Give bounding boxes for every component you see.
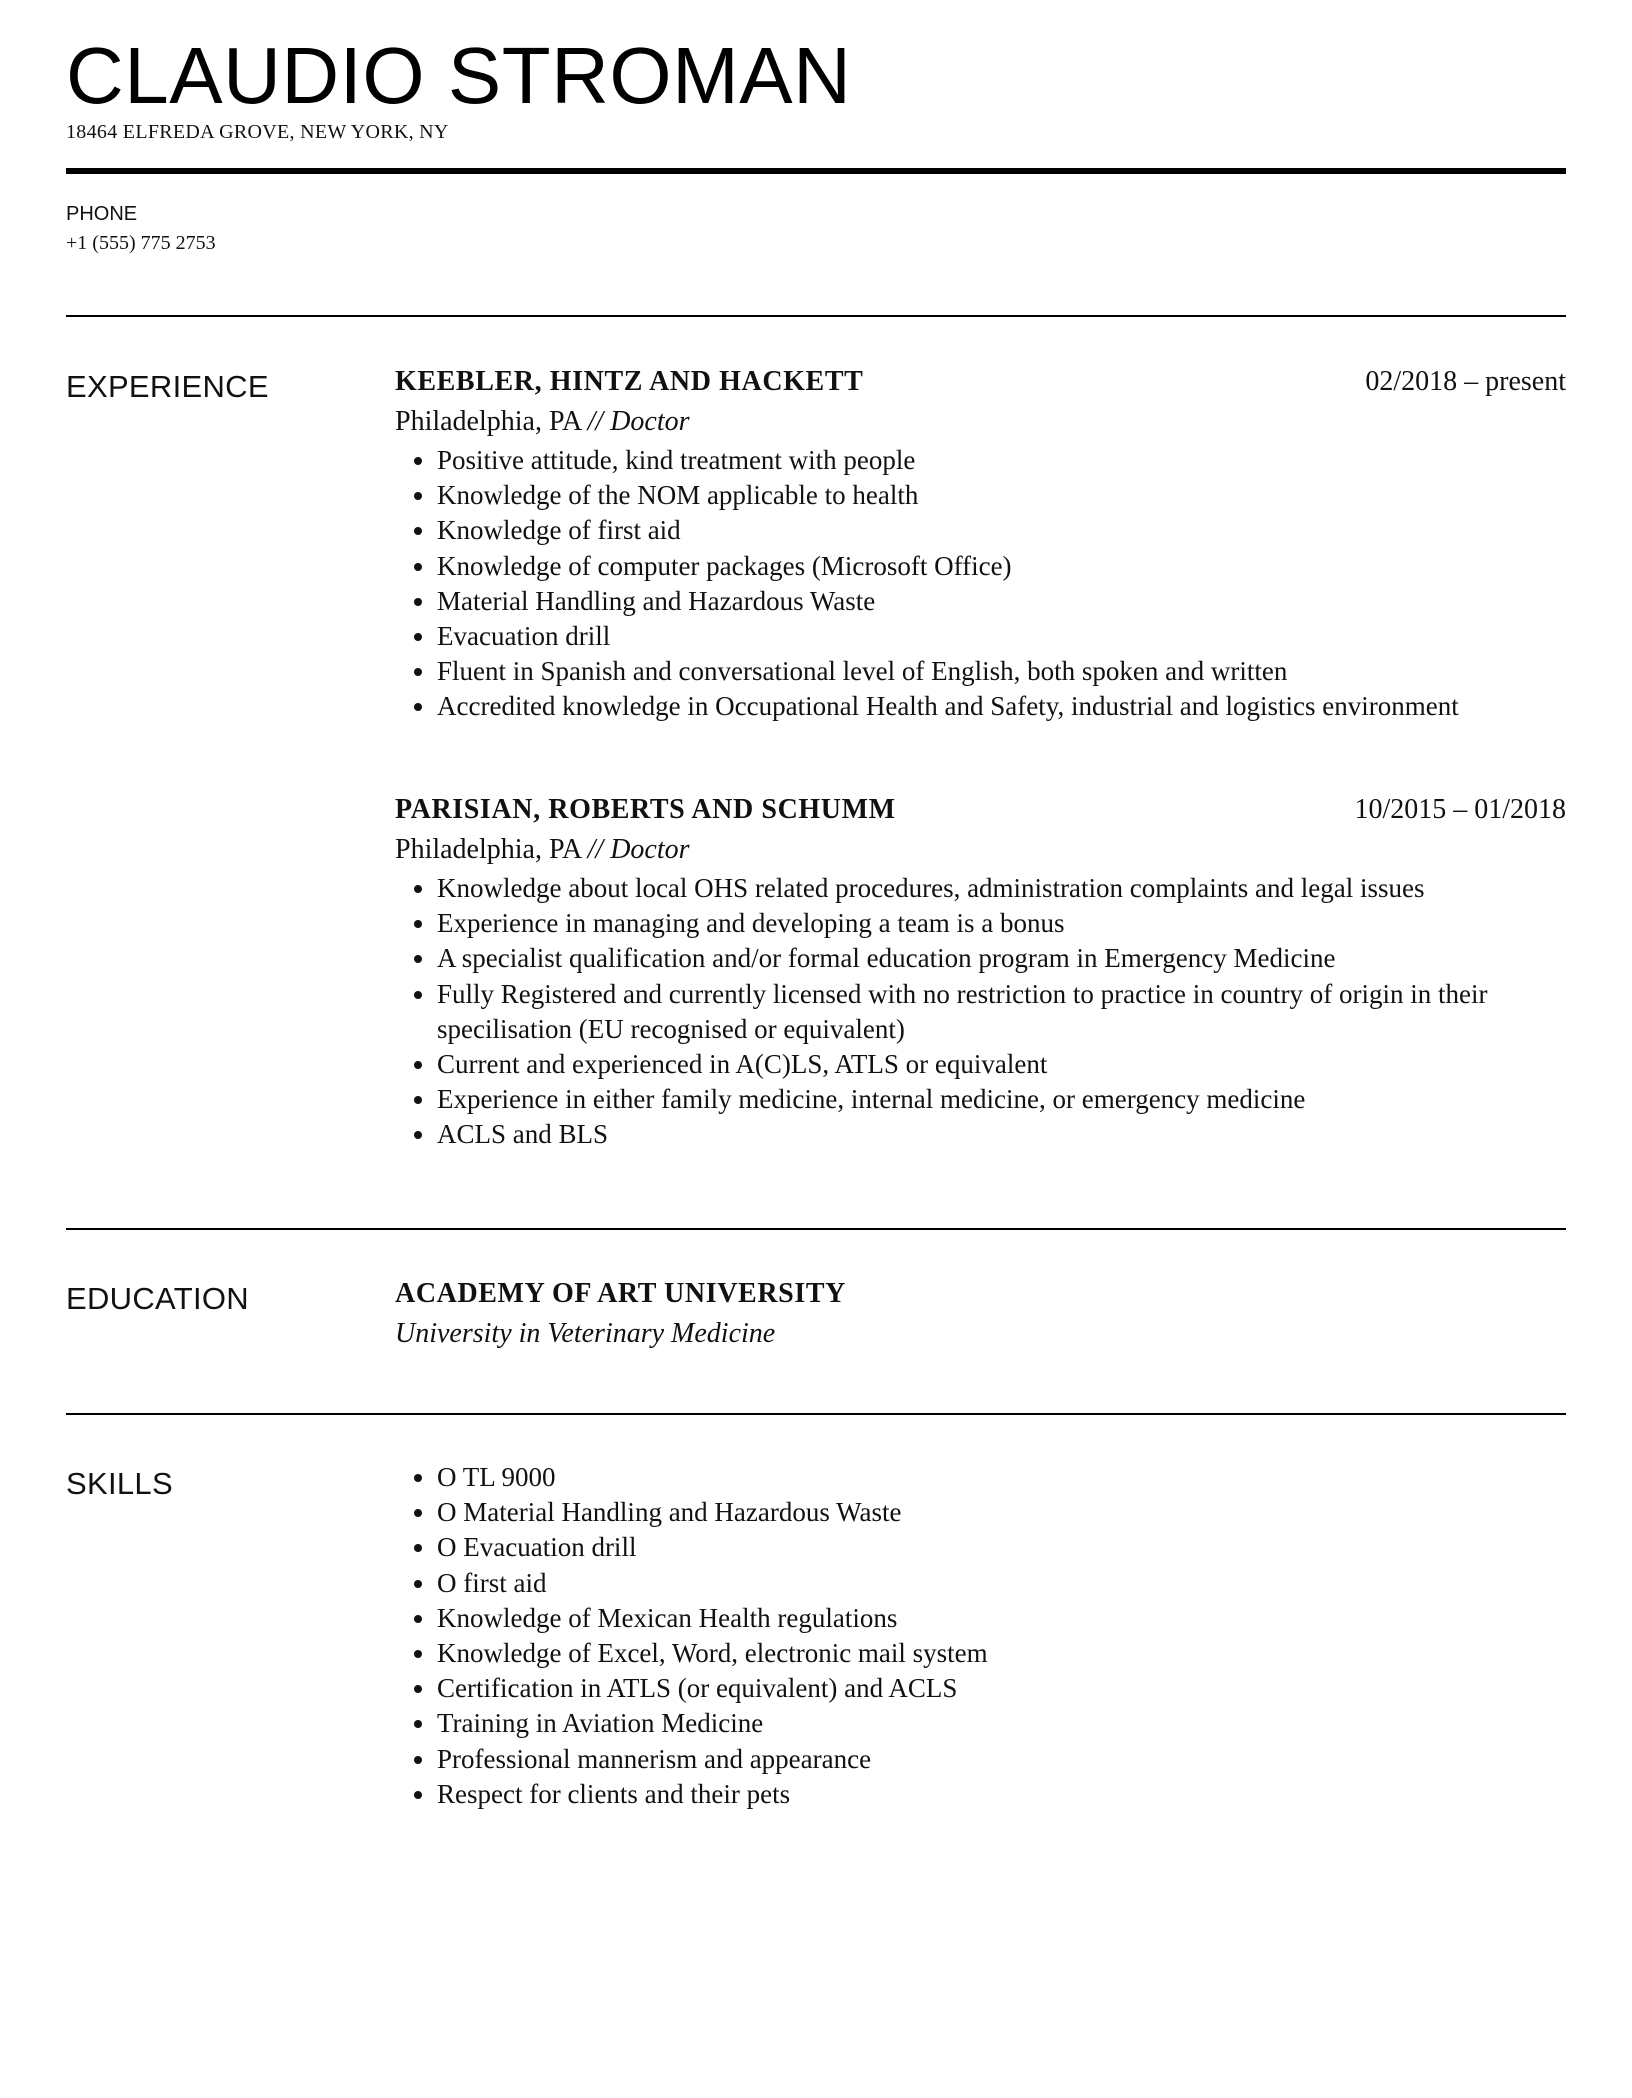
section-divider bbox=[66, 1413, 1566, 1415]
list-item: • A specialist qualification and/or formal education program in Emergency Medicine bbox=[437, 941, 1566, 976]
list-item: • Fully Registered and currently licensed with no restriction to practice in country of origin in their specilisation (EU recognised or equivalent) bbox=[437, 977, 1566, 1047]
list-item: • Fluent in Spanish and conversational level of English, both spoken and written bbox=[437, 654, 1566, 689]
list-item: • Experience in either family medicine, internal medicine, or emergency medicine bbox=[437, 1082, 1566, 1117]
header-divider bbox=[66, 168, 1566, 174]
job-dates: 10/2015 – 01/2018 bbox=[1354, 794, 1566, 825]
education-entry bbox=[395, 1275, 1566, 1355]
list-item: • Accredited knowledge in Occupational Health and Safety, industrial and logistics environment bbox=[437, 689, 1566, 724]
job-company: PARISIAN, ROBERTS AND SCHUMM bbox=[395, 794, 896, 825]
section-divider bbox=[66, 1228, 1566, 1230]
list-item: • Certification in ATLS (or equivalent) and ACLS bbox=[437, 1671, 1566, 1706]
skills-entry bbox=[395, 1460, 1566, 1812]
job-location: Philadelphia, PA bbox=[395, 406, 581, 437]
skills-list bbox=[395, 1460, 1566, 1812]
list-item: • O Evacuation drill bbox=[437, 1530, 1566, 1565]
experience-title: EXPERIENCE bbox=[66, 369, 269, 404]
candidate-address: 18464 ELFREDA GROVE, NEW YORK, NY bbox=[66, 121, 449, 143]
list-item: • O first aid bbox=[437, 1566, 1566, 1601]
section-divider bbox=[66, 315, 1566, 317]
list-item: • ACLS and BLS bbox=[437, 1117, 1566, 1152]
education-title: EDUCATION bbox=[66, 1281, 249, 1316]
job-header bbox=[395, 363, 1566, 401]
job-bullets bbox=[395, 443, 1566, 725]
job-header bbox=[395, 791, 1566, 829]
job-bullets bbox=[395, 871, 1566, 1153]
education-school: ACADEMY OF ART UNIVERSITY bbox=[395, 1278, 846, 1309]
list-item: • O Material Handling and Hazardous Waste bbox=[437, 1495, 1566, 1530]
job-role: // Doctor bbox=[587, 834, 690, 865]
list-item: • Knowledge about local OHS related procedures, administration complaints and legal issues bbox=[437, 871, 1566, 906]
list-item: • Professional mannerism and appearance bbox=[437, 1742, 1566, 1777]
list-item: • Evacuation drill bbox=[437, 619, 1566, 654]
job-location-role bbox=[395, 829, 1566, 871]
list-item: • Training in Aviation Medicine bbox=[437, 1706, 1566, 1741]
list-item: • Experience in managing and developing a team is a bonus bbox=[437, 906, 1566, 941]
candidate-name: CLAUDIO STROMAN bbox=[66, 31, 852, 120]
list-item: • Respect for clients and their pets bbox=[437, 1777, 1566, 1812]
list-item: • Knowledge of Excel, Word, electronic mail system bbox=[437, 1636, 1566, 1671]
phone-label: PHONE bbox=[66, 203, 138, 225]
skills-title: SKILLS bbox=[66, 1466, 173, 1501]
list-item: • Current and experienced in A(C)LS, ATLS or equivalent bbox=[437, 1047, 1566, 1082]
list-item: • Knowledge of computer packages (Microsoft Office) bbox=[437, 549, 1566, 584]
education-degree: University in Veterinary Medicine bbox=[395, 1318, 776, 1349]
list-item: • Knowledge of the NOM applicable to health bbox=[437, 478, 1566, 513]
job-role: // Doctor bbox=[587, 406, 690, 437]
list-item: • Knowledge of Mexican Health regulations bbox=[437, 1601, 1566, 1636]
job-dates: 02/2018 – present bbox=[1365, 366, 1566, 397]
list-item: • Material Handling and Hazardous Waste bbox=[437, 584, 1566, 619]
job-location: Philadelphia, PA bbox=[395, 834, 581, 865]
list-item: • Positive attitude, kind treatment with people bbox=[437, 443, 1566, 478]
list-item: • O TL 9000 bbox=[437, 1460, 1566, 1495]
phone-value: +1 (555) 775 2753 bbox=[66, 232, 216, 254]
job-entry bbox=[395, 363, 1566, 725]
list-item: • Knowledge of first aid bbox=[437, 513, 1566, 548]
job-location-role bbox=[395, 401, 1566, 443]
job-company: KEEBLER, HINTZ AND HACKETT bbox=[395, 366, 864, 397]
job-entry bbox=[395, 791, 1566, 1153]
